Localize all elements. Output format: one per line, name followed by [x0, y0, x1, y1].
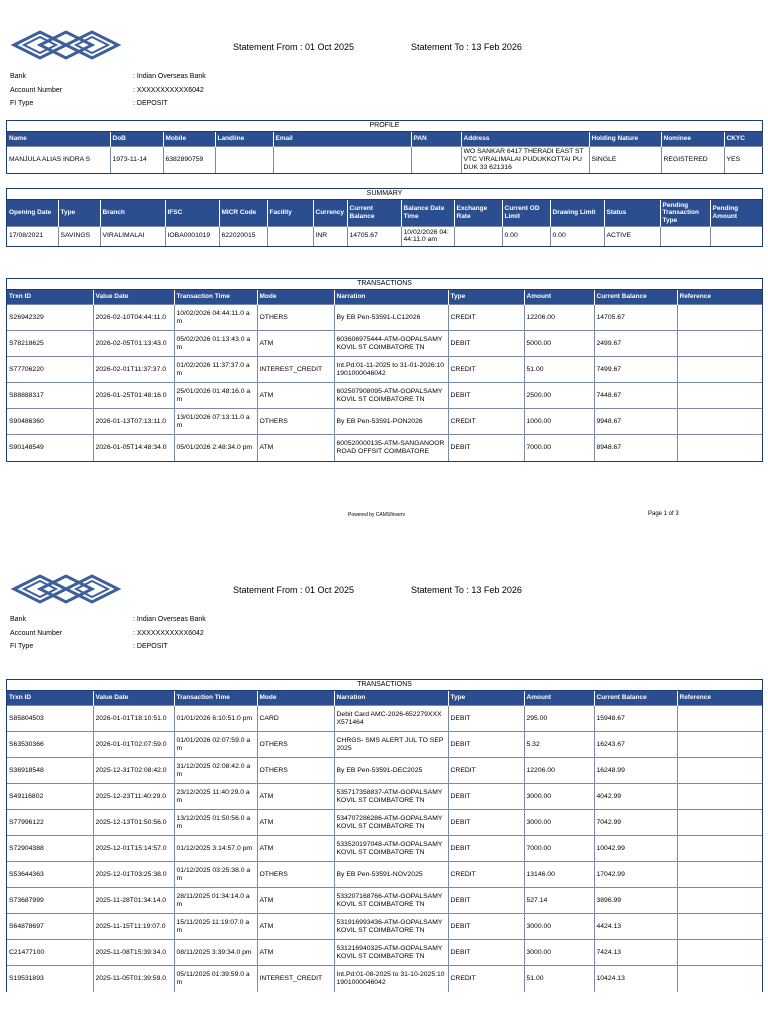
- transaction-cell-trxn-id: S78218625: [7, 331, 93, 357]
- account-info: [10, 613, 206, 654]
- transaction-cell-current-balance: 15948.67: [594, 706, 677, 732]
- transaction-cell-trxn-id: S90486360: [7, 409, 93, 435]
- transaction-cell-trxn-id: S85804503: [7, 706, 93, 732]
- transaction-cell-transaction-time: 10/02/2026 04:44:11.0 am: [174, 305, 257, 331]
- transaction-cell-type: DEBIT: [448, 331, 524, 357]
- summary-cell-ifsc: IOBA0001019: [165, 226, 219, 246]
- summary-header-ifsc: IFSC: [165, 200, 219, 226]
- transaction-cell-amount: 7000.00: [524, 435, 594, 461]
- transactions-title: TRANSACTIONS: [7, 279, 762, 290]
- table-row: [7, 435, 762, 461]
- transaction-cell-amount: 3000.00: [524, 810, 594, 836]
- bank-value: : Indian Overseas Bank: [133, 616, 206, 623]
- transaction-cell-amount: 5000.00: [524, 331, 594, 357]
- transaction-cell-type: CREDIT: [448, 758, 524, 784]
- transaction-cell-type: CREDIT: [448, 966, 524, 992]
- transaction-cell-reference: [677, 331, 762, 357]
- account-info: [10, 70, 206, 111]
- profile-header-mobile: Mobile: [163, 132, 215, 147]
- summary-row: [7, 226, 762, 246]
- account-number-value: : XXXXXXXXXXX6042: [133, 86, 204, 94]
- transaction-cell-mode: OTHERS: [257, 862, 334, 888]
- transactions-table-page-2: [7, 691, 762, 992]
- transaction-cell-amount: 51.00: [524, 966, 594, 992]
- transaction-cell-current-balance: 14705.67: [594, 305, 677, 331]
- transactions-header-amount: Amount: [524, 290, 594, 305]
- transaction-cell-transaction-time: 05/02/2026 01:13:43.0 am: [174, 331, 257, 357]
- summary-cell-status: ACTIVE: [604, 226, 660, 246]
- transactions-title: TRANSACTIONS: [7, 680, 762, 691]
- profile-cell-email: [273, 147, 411, 173]
- summary-header-current-balance: Current Balance: [347, 200, 401, 226]
- transactions-header-current-balance: Current Balance: [594, 290, 677, 305]
- transaction-cell-mode: ATM: [257, 810, 334, 836]
- transactions-table-page-1: [7, 290, 762, 461]
- transaction-cell-mode: ATM: [257, 836, 334, 862]
- table-row: [7, 862, 762, 888]
- fi-type-value: : DEPOSIT: [133, 643, 168, 650]
- transaction-cell-reference: [677, 810, 762, 836]
- profile-header-name: Name: [7, 132, 110, 147]
- transaction-cell-current-balance: 10042.99: [594, 836, 677, 862]
- transactions-header-type: Type: [448, 691, 524, 706]
- transaction-cell-value-date: 2025-12-31T02:08:42.0: [93, 758, 174, 784]
- transaction-cell-amount: 5.32: [524, 732, 594, 758]
- transaction-cell-mode: ATM: [257, 940, 334, 966]
- transaction-cell-amount: 3000.00: [524, 784, 594, 810]
- transaction-cell-amount: 527.14: [524, 888, 594, 914]
- profile-title: PROFILE: [7, 121, 762, 132]
- summary-header-type: Type: [58, 200, 100, 226]
- transaction-cell-transaction-time: 05/01/2026 2:48:34.0 pm: [174, 435, 257, 461]
- transactions-header-reference: Reference: [677, 290, 762, 305]
- bank-value: : Indian Overseas Bank: [133, 73, 206, 80]
- table-row: [7, 409, 762, 435]
- transaction-cell-trxn-id: S49116802: [7, 784, 93, 810]
- transaction-cell-transaction-time: 01/12/2025 3:14:57.0 pm: [174, 836, 257, 862]
- summary-header-pending-amount: Pending Amount: [710, 200, 762, 226]
- transaction-cell-trxn-id: S77996122: [7, 810, 93, 836]
- transaction-cell-value-date: 2026-02-05T01:13:43.0: [93, 331, 174, 357]
- profile-header-nominee: Nominee: [661, 132, 724, 147]
- transaction-cell-trxn-id: S19531893: [7, 966, 93, 992]
- transaction-cell-value-date: 2025-12-13T01:50:56.0: [93, 810, 174, 836]
- transaction-cell-narration: Int.Pd:01-08-2025 to 31-10-2025:101901000046042: [334, 966, 448, 992]
- transaction-cell-value-date: 2026-01-25T01:48:16.0: [93, 383, 174, 409]
- profile-cell-ckyc: YES: [724, 147, 763, 173]
- transaction-cell-mode: ATM: [257, 383, 334, 409]
- summary-table: [7, 200, 762, 246]
- summary-cell-current-od-limit: 0.00: [502, 226, 550, 246]
- transactions-header-amount: Amount: [524, 691, 594, 706]
- transaction-cell-reference: [677, 862, 762, 888]
- transaction-cell-value-date: 2025-12-01T03:25:38.0: [93, 862, 174, 888]
- transaction-cell-value-date: 2025-11-05T01:39:59.0: [93, 966, 174, 992]
- transaction-cell-current-balance: 7424.13: [594, 940, 677, 966]
- transaction-cell-trxn-id: S53644363: [7, 862, 93, 888]
- transaction-cell-narration: CHRGS- SMS ALERT JUL TO SEP 2025: [334, 732, 448, 758]
- transaction-cell-current-balance: 16248.99: [594, 758, 677, 784]
- transactions-header-value-date: Value Date: [93, 290, 174, 305]
- transaction-cell-trxn-id: S26942329: [7, 305, 93, 331]
- account-number-label: Account Number: [10, 86, 63, 94]
- transaction-cell-value-date: 2026-01-01T02:07:59.0: [93, 732, 174, 758]
- transaction-cell-amount: 13146.00: [524, 862, 594, 888]
- summary-cell-facility: [267, 226, 313, 246]
- statement-from: Statement From : 01 Oct 2025: [233, 42, 355, 52]
- transaction-cell-mode: ATM: [257, 888, 334, 914]
- table-row: [7, 331, 762, 357]
- summary-cell-micr-code: 622020015: [219, 226, 267, 246]
- transaction-cell-type: DEBIT: [448, 940, 524, 966]
- transaction-cell-reference: [677, 784, 762, 810]
- table-row: [7, 940, 762, 966]
- summary-header-pending-transaction-type: Pending Transaction Type: [660, 200, 710, 226]
- profile-header-landline: Landline: [215, 132, 273, 147]
- transaction-cell-current-balance: 7448.67: [594, 383, 677, 409]
- transaction-cell-value-date: 2025-12-01T15:14:57.0: [93, 836, 174, 862]
- transaction-cell-transaction-time: 01/12/2025 03:25:38.0 am: [174, 862, 257, 888]
- profile-cell-mobile: 6382890759: [163, 147, 215, 173]
- transaction-cell-transaction-time: 25/01/2026 01:48:16.0 am: [174, 383, 257, 409]
- transaction-cell-current-balance: 10424.13: [594, 966, 677, 992]
- transaction-cell-reference: [677, 836, 762, 862]
- table-row: [7, 966, 762, 992]
- profile-cell-name: MANJULA ALIAS INDRA S: [7, 147, 110, 173]
- statement-page-2: [0, 540, 768, 1024]
- summary-header-branch: Branch: [100, 200, 165, 226]
- bank-logo: [10, 572, 122, 606]
- statement-to: Statement To : 13 Feb 2026: [411, 42, 522, 52]
- transaction-cell-current-balance: 3896.99: [594, 888, 677, 914]
- transaction-cell-value-date: 2026-02-10T04:44:11.0: [93, 305, 174, 331]
- statement-from: Statement From : 01 Oct 2025: [233, 585, 355, 595]
- transaction-cell-narration: 531216940325-ATM-GOPALSAMY KOVIL ST COIMBATORE TN: [334, 940, 448, 966]
- transaction-cell-trxn-id: S90148549: [7, 435, 93, 461]
- transactions-section-page-2: [6, 679, 763, 992]
- transaction-cell-value-date: 2026-02-01T11:37:37.0: [93, 357, 174, 383]
- transaction-cell-narration: 533520197048-ATM-GOPALSAMY KOVIL ST COIMBATORE TN: [334, 836, 448, 862]
- transaction-cell-trxn-id: S73687999: [7, 888, 93, 914]
- transaction-cell-current-balance: 17042.99: [594, 862, 677, 888]
- transactions-header-type: Type: [448, 290, 524, 305]
- transaction-cell-type: DEBIT: [448, 914, 524, 940]
- transaction-cell-mode: OTHERS: [257, 305, 334, 331]
- transaction-cell-transaction-time: 13/01/2026 07:13:11.0 am: [174, 409, 257, 435]
- powered-by: Powered by CAMSfinserv: [348, 512, 405, 518]
- transaction-cell-reference: [677, 706, 762, 732]
- summary-cell-currency: INR: [313, 226, 347, 246]
- transaction-cell-mode: OTHERS: [257, 409, 334, 435]
- transaction-cell-reference: [677, 383, 762, 409]
- table-row: [7, 914, 762, 940]
- page-number: Page 1 of 3: [648, 511, 679, 517]
- summary-header-status: Status: [604, 200, 660, 226]
- summary-cell-pending-transaction-type: [660, 226, 710, 246]
- transaction-cell-trxn-id: S88888317: [7, 383, 93, 409]
- transaction-cell-value-date: 2026-01-05T14:48:34.0: [93, 435, 174, 461]
- summary-header-facility: Facility: [267, 200, 313, 226]
- fi-type-label: FI Type: [10, 643, 34, 650]
- transaction-cell-mode: ATM: [257, 784, 334, 810]
- summary-header-exchange-rate: Exchange Rate: [454, 200, 502, 226]
- transaction-cell-type: DEBIT: [448, 810, 524, 836]
- account-number-label: Account Number: [10, 629, 63, 637]
- transaction-cell-trxn-id: S72904388: [7, 836, 93, 862]
- transaction-cell-amount: 3000.00: [524, 940, 594, 966]
- summary-cell-drawing-limit: 0.00: [550, 226, 604, 246]
- transaction-cell-type: DEBIT: [448, 732, 524, 758]
- table-row: [7, 383, 762, 409]
- table-row: [7, 357, 762, 383]
- transaction-cell-amount: 7000.00: [524, 836, 594, 862]
- transaction-cell-narration: 533207168766-ATM-GOPALSAMY KOVIL ST COIMBATORE TN: [334, 888, 448, 914]
- transaction-cell-value-date: 2025-11-15T11:19:07.0: [93, 914, 174, 940]
- summary-header-balance-date-time: Balance Date Time: [401, 200, 454, 226]
- transactions-header-narration: Narration: [334, 290, 448, 305]
- transaction-cell-mode: OTHERS: [257, 732, 334, 758]
- transaction-cell-reference: [677, 732, 762, 758]
- transaction-cell-amount: 51.00: [524, 357, 594, 383]
- transaction-cell-reference: [677, 357, 762, 383]
- summary-section: [6, 188, 763, 247]
- transaction-cell-mode: INTEREST_CREDIT: [257, 357, 334, 383]
- fi-type-label: FI Type: [10, 100, 34, 107]
- summary-header-drawing-limit: Drawing Limit: [550, 200, 604, 226]
- summary-cell-current-balance: 14705.67: [347, 226, 401, 246]
- profile-header-ckyc: CKYC: [724, 132, 763, 147]
- transaction-cell-reference: [677, 914, 762, 940]
- transaction-cell-narration: 535717358837-ATM-GOPALSAMY KOVIL ST COIMBATORE TN: [334, 784, 448, 810]
- transaction-cell-narration: 600520000135-ATM-SANGANOOR ROAD OFFSIT COIMBATORE: [334, 435, 448, 461]
- transaction-cell-reference: [677, 409, 762, 435]
- transaction-cell-mode: ATM: [257, 914, 334, 940]
- transactions-header-mode: Mode: [257, 290, 334, 305]
- transactions-header-mode: Mode: [257, 691, 334, 706]
- profile-header-pan: PAN: [411, 132, 461, 147]
- summary-cell-type: SAVINGS: [58, 226, 100, 246]
- transaction-cell-transaction-time: 28/11/2025 01:34:14.0 am: [174, 888, 257, 914]
- table-row: [7, 784, 762, 810]
- summary-title: SUMMARY: [7, 189, 762, 200]
- transaction-cell-amount: 295.00: [524, 706, 594, 732]
- transaction-cell-current-balance: 4042.99: [594, 784, 677, 810]
- transaction-cell-reference: [677, 305, 762, 331]
- transaction-cell-reference: [677, 940, 762, 966]
- transaction-cell-mode: ATM: [257, 331, 334, 357]
- summary-cell-balance-date-time: 10/02/2026 04:44:11.0 am: [401, 226, 454, 246]
- profile-cell-nominee: REGISTERED: [661, 147, 724, 173]
- summary-header-current-od-limit: Current OD Limit: [502, 200, 550, 226]
- bank-label: Bank: [10, 616, 26, 623]
- table-row: [7, 305, 762, 331]
- transactions-section-page-1: [6, 278, 763, 462]
- account-number-value: : XXXXXXXXXXX6042: [133, 629, 204, 637]
- transaction-cell-reference: [677, 435, 762, 461]
- transaction-cell-amount: 2500.00: [524, 383, 594, 409]
- transaction-cell-mode: INTEREST_CREDIT: [257, 966, 334, 992]
- transaction-cell-mode: OTHERS: [257, 758, 334, 784]
- transaction-cell-current-balance: 7499.67: [594, 357, 677, 383]
- transaction-cell-type: DEBIT: [448, 836, 524, 862]
- table-row: [7, 758, 762, 784]
- bank-logo: [10, 28, 122, 62]
- transaction-cell-narration: By EB Pen-53591-NOV2025: [334, 862, 448, 888]
- transaction-cell-trxn-id: S63530366: [7, 732, 93, 758]
- summary-cell-exchange-rate: [454, 226, 502, 246]
- transaction-cell-transaction-time: 13/12/2025 01:50:56.0 am: [174, 810, 257, 836]
- transaction-cell-type: DEBIT: [448, 784, 524, 810]
- profile-section: [6, 120, 763, 174]
- summary-header-currency: Currency: [313, 200, 347, 226]
- transaction-cell-trxn-id: S36918548: [7, 758, 93, 784]
- transactions-header-transaction-time: Transaction Time: [174, 290, 257, 305]
- transaction-cell-transaction-time: 08/11/2025 3:39:34.0 pm: [174, 940, 257, 966]
- fi-type-value: : DEPOSIT: [133, 100, 168, 107]
- transaction-cell-transaction-time: 01/01/2026 02:07:59.0 am: [174, 732, 257, 758]
- transaction-cell-current-balance: 16243.67: [594, 732, 677, 758]
- summary-header-opening-date: Opening Date: [7, 200, 58, 226]
- transaction-cell-current-balance: 7042.99: [594, 810, 677, 836]
- table-row: [7, 810, 762, 836]
- transaction-cell-reference: [677, 758, 762, 784]
- transactions-header-trxn-id: Trxn ID: [7, 691, 93, 706]
- transaction-cell-narration: 602507908095-ATM-GOPALSAMY KOVIL ST COIMBATORE TN: [334, 383, 448, 409]
- transaction-cell-mode: ATM: [257, 435, 334, 461]
- transaction-cell-amount: 1000.00: [524, 409, 594, 435]
- transaction-cell-transaction-time: 05/11/2025 01:39:59.0 am: [174, 966, 257, 992]
- transaction-cell-type: DEBIT: [448, 383, 524, 409]
- profile-header-holding-nature: Holding Nature: [589, 132, 661, 147]
- transaction-cell-trxn-id: S64878697: [7, 914, 93, 940]
- transaction-cell-current-balance: 9948.67: [594, 409, 677, 435]
- transaction-cell-type: CREDIT: [448, 357, 524, 383]
- profile-row: [7, 147, 763, 173]
- table-row: [7, 836, 762, 862]
- transaction-cell-transaction-time: 01/02/2026 11:37:37.0 am: [174, 357, 257, 383]
- table-row: [7, 706, 762, 732]
- transaction-cell-current-balance: 8948.67: [594, 435, 677, 461]
- summary-cell-pending-amount: [710, 226, 762, 246]
- transaction-cell-type: CREDIT: [448, 409, 524, 435]
- transaction-cell-narration: 603606975444-ATM-GOPALSAMY KOVIL ST COIMBATORE TN: [334, 331, 448, 357]
- transaction-cell-value-date: 2026-01-01T18:10:51.0: [93, 706, 174, 732]
- transaction-cell-reference: [677, 888, 762, 914]
- transaction-cell-current-balance: 2499.67: [594, 331, 677, 357]
- transactions-header-transaction-time: Transaction Time: [174, 691, 257, 706]
- profile-table: [7, 132, 763, 173]
- transactions-header-narration: Narration: [334, 691, 448, 706]
- transaction-cell-narration: 531916993436-ATM-GOPALSAMY KOVIL ST COIMBATORE TN: [334, 914, 448, 940]
- statement-to: Statement To : 13 Feb 2026: [411, 585, 522, 595]
- bank-label: Bank: [10, 73, 26, 80]
- transaction-cell-type: DEBIT: [448, 706, 524, 732]
- summary-cell-branch: VIRALIMALAI: [100, 226, 165, 246]
- profile-header-address: Address: [461, 132, 589, 147]
- transaction-cell-transaction-time: 01/01/2026 6:10:51.0 pm: [174, 706, 257, 732]
- transaction-cell-reference: [677, 966, 762, 992]
- transaction-cell-transaction-time: 31/12/2025 02:08:42.0 am: [174, 758, 257, 784]
- transaction-cell-narration: Debit Card AMC-2026-652279XXXX571464: [334, 706, 448, 732]
- transaction-cell-trxn-id: S77706220: [7, 357, 93, 383]
- table-row: [7, 732, 762, 758]
- transaction-cell-value-date: 2025-12-23T11:40:29.0: [93, 784, 174, 810]
- transaction-cell-narration: By EB Pen-53591-PON2026: [334, 409, 448, 435]
- transaction-cell-mode: CARD: [257, 706, 334, 732]
- transactions-header-reference: Reference: [677, 691, 762, 706]
- profile-cell-pan: [411, 147, 461, 173]
- transaction-cell-type: DEBIT: [448, 888, 524, 914]
- transaction-cell-type: DEBIT: [448, 435, 524, 461]
- transaction-cell-value-date: 2026-01-13T07:13:11.0: [93, 409, 174, 435]
- transaction-cell-type: CREDIT: [448, 862, 524, 888]
- transaction-cell-current-balance: 4424.13: [594, 914, 677, 940]
- transaction-cell-narration: Int.Pd:01-11-2025 to 31-01-2026:101901000046042: [334, 357, 448, 383]
- transactions-header-trxn-id: Trxn ID: [7, 290, 93, 305]
- transactions-header-current-balance: Current Balance: [594, 691, 677, 706]
- summary-header-micr-code: MICR Code: [219, 200, 267, 226]
- transactions-header-value-date: Value Date: [93, 691, 174, 706]
- transaction-cell-value-date: 2025-11-08T15:39:34.0: [93, 940, 174, 966]
- profile-cell-landline: [215, 147, 273, 173]
- table-row: [7, 888, 762, 914]
- profile-cell-dob: 1973-11-14: [110, 147, 163, 173]
- transaction-cell-narration: By EB Pen-53591-LC12026: [334, 305, 448, 331]
- profile-header-dob: DoB: [110, 132, 163, 147]
- profile-header-email: Email: [273, 132, 411, 147]
- summary-cell-opening-date: 17/08/2021: [7, 226, 58, 246]
- transaction-cell-type: CREDIT: [448, 305, 524, 331]
- profile-cell-holding-nature: SINGLE: [589, 147, 661, 173]
- transaction-cell-amount: 12206.00: [524, 305, 594, 331]
- transaction-cell-amount: 12206.00: [524, 758, 594, 784]
- transaction-cell-transaction-time: 23/12/2025 11:40:29.0 am: [174, 784, 257, 810]
- transaction-cell-trxn-id: C21477100: [7, 940, 93, 966]
- transaction-cell-value-date: 2025-11-28T01:34:14.0: [93, 888, 174, 914]
- profile-cell-address: WO SANKAR 6417 THERADI EAST STVTC VIRALIMALAI PUDUKKOTTAI PUDUK 33 621316: [461, 147, 589, 173]
- transaction-cell-narration: By EB Pen-53591-DEC2025: [334, 758, 448, 784]
- transaction-cell-amount: 3000.00: [524, 914, 594, 940]
- transaction-cell-transaction-time: 15/11/2025 11:19:07.0 am: [174, 914, 257, 940]
- transaction-cell-narration: 534707286286-ATM-GOPALSAMY KOVIL ST COIMBATORE TN: [334, 810, 448, 836]
